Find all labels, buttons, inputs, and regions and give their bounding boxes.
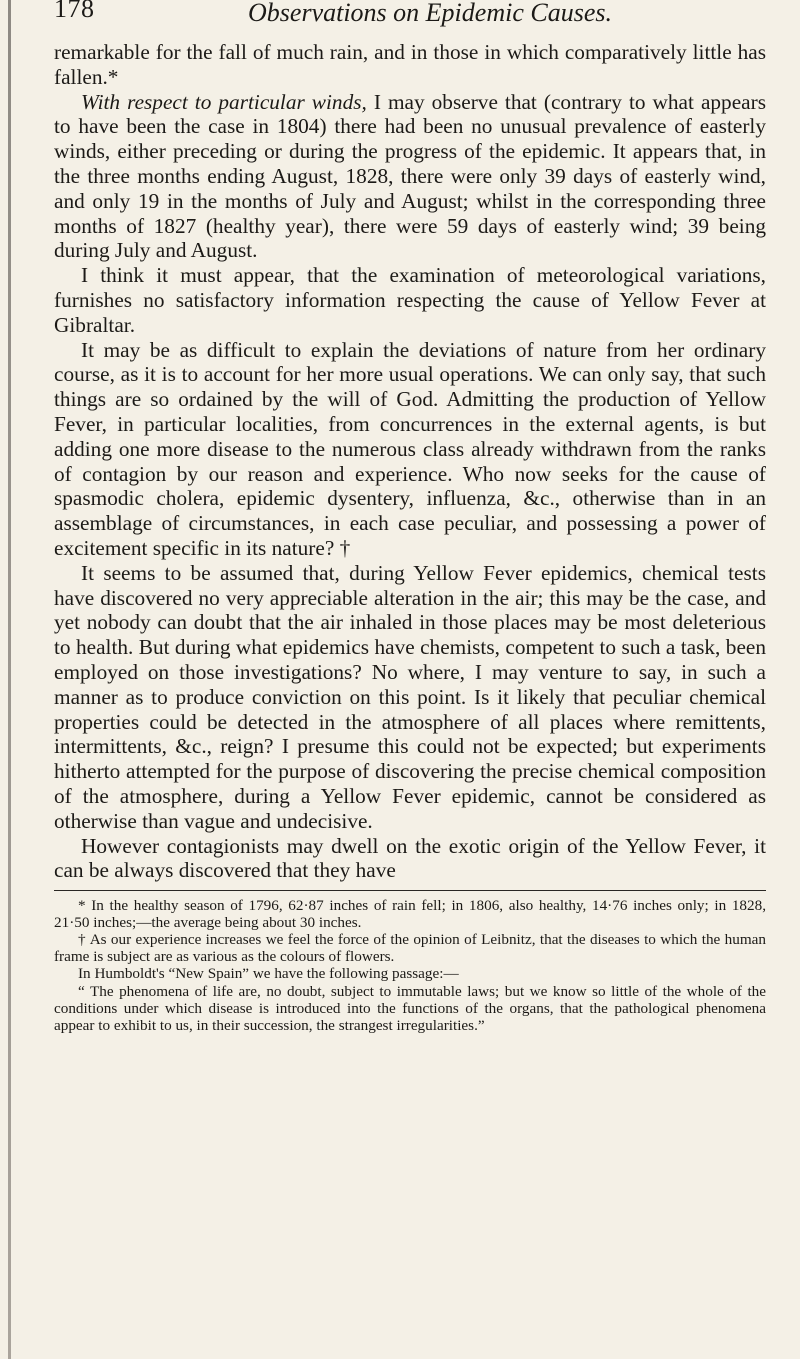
paragraph-5: It seems to be assumed that, during Yellow Fever epidemics, chemical tests have discovered no very appreciable alteration in the air; this may be the case, and yet nobody can doubt that the air inhaled in those places may be most deleterious to health. But during what epidemics have chemists, competent to such a task, been employed on those investigations? No where, I may venture to say, in such a manner as to produce conviction on this point. Is it likely that peculiar chemical properties could be detected in the atmosphere of all places where remittents, intermittents, &c., reign? I presume this could not be expected; but experiments hitherto attempted for the purpose of discovering the precise chemical composition of the atmosphere, during a Yellow Fever epidemic, cannot be considered as otherwise than vague and undecisive. [54, 560, 766, 833]
page-number: 178 [54, 0, 95, 23]
running-title: Observations on Epidemic Causes. [248, 0, 612, 27]
paragraph-2-body: I may observe that (contrary to what appears to have been the case in 1804) there had been no unusual prevalence of easterly winds, either preceding or during the progress of the epidemic. It appears that, in the three months ending August, 1828, there were only 39 days of easterly wind, and only 19 in the months of July and August; whilst in the corresponding three months of 1827 (healthy year), there were 59 days of easterly wind; 39 being during July and August. [54, 89, 766, 263]
footnotes [54, 897, 766, 1034]
footnote-3: In Humboldt's “New Spain” we have the following passage:— [78, 965, 459, 983]
body-text [54, 40, 766, 883]
paragraph-2 [54, 90, 766, 264]
footnote-2: † As our experience increases we feel the force of the opinion of Leibnitz, that the diseases to which the human frame is subject are as various as the colours of flowers. [54, 931, 766, 966]
paragraph-3: I think it must appear, that the examination of meteorological variations, furnishes no satisfactory information respecting the cause of Yellow Fever at Gibraltar. [54, 263, 766, 337]
paragraph-4: It may be as difficult to explain the deviations of nature from her ordinary course, as it is to account for her more usual operations. We can only say, that such things are so ordained by the will of God. Admitting the production of Yellow Fever, in particular localities, from concurrences in the external agents, is but adding one more disease to the numerous class already withdrawn from the ranks of contagion by our reason and experience. Who now seeks for the cause of spasmodic cholera, epidemic dysentery, influenza, &c., otherwise than in an assemblage of circumstances, in each case peculiar, and possessing a power of excitement specific in its nature? † [54, 337, 766, 560]
page-header [54, 0, 766, 40]
paragraph-2-lead: With respect to particular winds, [81, 89, 367, 114]
paragraph-1: remarkable for the fall of much rain, and in those in which comparatively little has fallen.* [54, 40, 766, 89]
paragraph-6: However contagionists may dwell on the exotic origin of the Yellow Fever, it can be always discovered that they have [54, 833, 766, 883]
footnote-4: “ The phenomena of life are, no doubt, subject to immutable laws; but we know so little of the whole of the conditions under which disease is introduced into the functions of the organs, that the pathological phenomena appear to exhibit to us, in their succession, the strangest irregularities.” [54, 982, 766, 1034]
footnote-divider [54, 890, 766, 891]
footnote-1: * In the healthy season of 1796, 62·87 inches of rain fell; in 1806, also healthy, 14·76 inches only; in 1828, 21·50 inches;—the average being about 30 inches. [54, 897, 766, 932]
